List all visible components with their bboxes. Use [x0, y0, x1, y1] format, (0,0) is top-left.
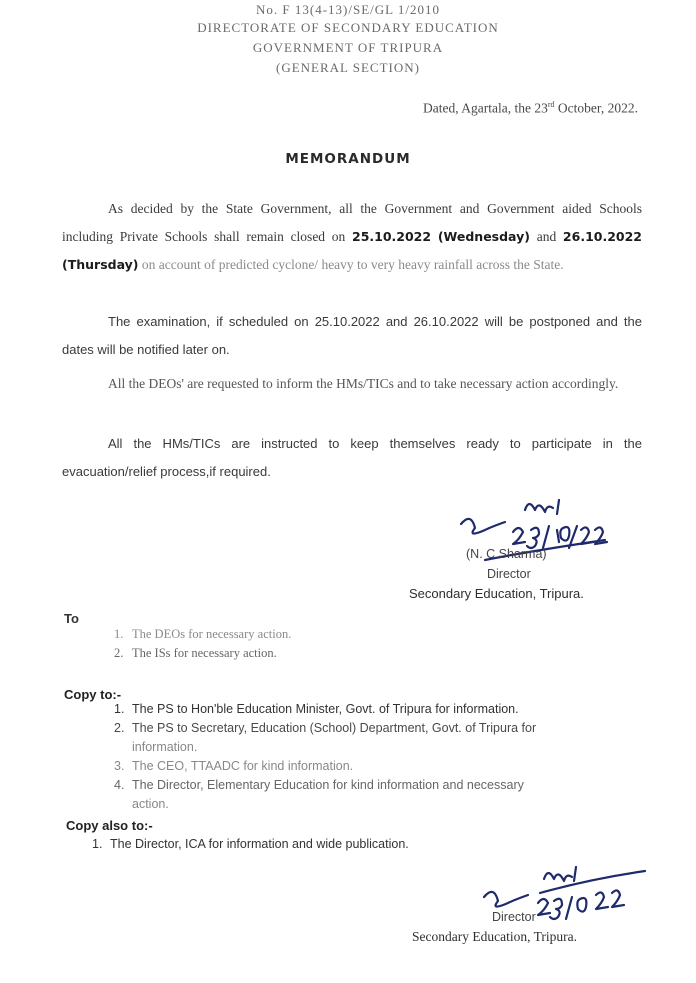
- reference-number: No. F 13(4-13)/SE/GL 1/2010: [256, 2, 440, 17]
- copy-also-to-label: Copy also to:-: [66, 818, 153, 833]
- signature-1-designation: Director: [487, 567, 531, 581]
- list-item: 2. The PS to Secretary, Education (School) Department, Govt. of Tripura for: [114, 721, 537, 735]
- paragraph-hms: All the HMs/TICs are instructed to keep themselves ready to participate in the evacuation/relief process,if required.: [62, 436, 642, 479]
- header-directorate: DIRECTORATE OF SECONDARY EDUCATION: [197, 20, 499, 35]
- header-government: GOVERNMENT OF TRIPURA: [252, 40, 444, 55]
- list-item: 1. The DEOs for necessary action.: [114, 627, 292, 641]
- page-title: MEMORANDUM: [285, 151, 411, 167]
- copy-to-list: [114, 700, 644, 814]
- list-item: 4. The Director, Elementary Education for kind information and necessary: [114, 778, 524, 792]
- document-date: Dated, Agartala, the 23rd October, 2022.: [423, 100, 638, 116]
- list-item: 1. The Director, ICA for information and wide publication.: [92, 837, 409, 851]
- to-label: To: [64, 611, 79, 626]
- paragraph-deos: All the DEOs' are requested to inform the HMs/TICs and to take necessary action accordingly.: [108, 376, 619, 391]
- list-item: 1. The PS to Hon'ble Education Minister, Govt. of Tripura for information.: [114, 702, 519, 716]
- paragraph-closure: As decided by the State Government, all the Government and Government aided Schools including Private Schools shall remain closed on 25.10.2022 (Wednesday) and 26.10.2022 (Thursday) on account of predicted cyclone/ heavy to very heavy rainfall across the State.: [62, 201, 642, 272]
- list-item: 2. The ISs for necessary action.: [114, 646, 277, 660]
- copy-to-label: Copy to:-: [64, 687, 122, 702]
- signature-2-designation: Director: [492, 910, 536, 924]
- list-item: 3. The CEO, TTAADC for kind information.: [114, 759, 354, 773]
- copy-also-to-list: [92, 835, 409, 854]
- header-section: (GENERAL SECTION): [276, 60, 420, 75]
- signature-1-office: Secondary Education, Tripura.: [409, 586, 584, 601]
- to-list: [114, 625, 291, 663]
- signature-1-name: (N. C Sharma): [466, 547, 547, 561]
- list-item-continuation: action.: [132, 797, 169, 811]
- signature-2-office: Secondary Education, Tripura.: [412, 929, 577, 944]
- paragraph-examination: The examination, if scheduled on 25.10.2022 and 26.10.2022 will be postponed and the dates will be notified later on.: [62, 314, 642, 357]
- list-item-continuation: information.: [132, 740, 198, 754]
